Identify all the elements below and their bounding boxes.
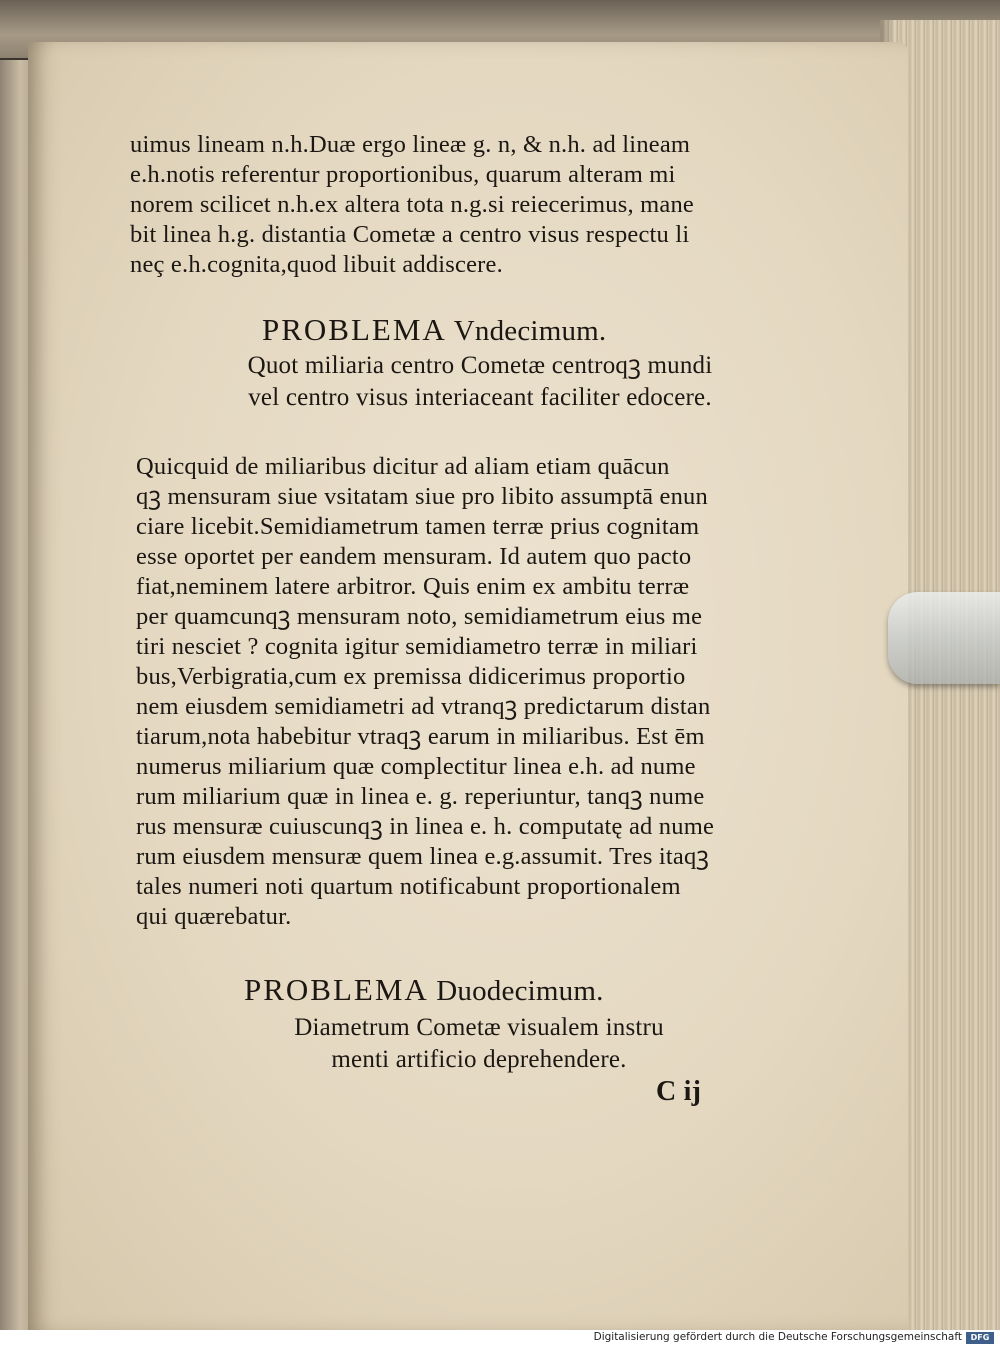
footer-bar [0,1330,1000,1347]
text-line: norem scilicet n.h.ex altera tota n.g.si reiecerimus, mane [130,191,694,218]
text-line: rus mensuræ cuiuscunqꝫ in linea e. h. computatę ad nume [136,813,715,840]
text-line: Quicquid de miliaribus dicitur ad aliam etiam quācun [136,453,670,480]
subtitle-line: menti artificio deprehendere. [331,1046,627,1073]
text-line: rum eiusdem mensuræ quem linea e.g.assumit. Tres itaqꝫ [136,843,710,870]
text-line: numerus miliarium quæ complectitur linea e.h. ad nume [136,753,696,780]
heading-label: PROBLEMA [262,312,447,347]
signature-mark: C ij [656,1076,702,1107]
dfg-logo-icon: DFG [966,1332,994,1344]
text-line: esse oportet per eandem mensuram. Id autem quo pacto [136,543,692,570]
page-clip [888,592,1000,684]
subtitle-line: Diametrum Cometæ visualem instru [294,1014,664,1041]
text-line: rum miliarium quæ in linea e. g. reperiuntur, tanqꝫ nume [136,783,705,810]
heading-label: PROBLEMA [244,972,429,1007]
text-line: e.h.notis referentur proportionibus, quarum alteram mi [130,161,676,188]
problem-heading-11 [262,312,606,349]
funding-credit: Digitalisierung gefördert durch die Deutsche Forschungsgemeinschaft [593,1331,962,1343]
text-line: tiarum,nota habebitur vtraqꝫ earum in miliaribus. Est ēm [136,723,705,750]
text-line: per quamcunqꝫ mensuram noto, semidiametrum eius me [136,603,703,630]
text-line: tales numeri noti quartum notificabunt proportionalem [136,873,681,900]
subtitle-line: Quot miliaria centro Cometæ centroqꝫ mundi [247,352,713,379]
subtitle-line: vel centro visus interiaceant faciliter edocere. [248,384,712,411]
heading-ordinal: Vndecimum. [453,315,607,347]
problem-subtitle-12 [234,1012,724,1076]
text-line: bus,Verbigratia,cum ex premissa didicerimus proportio [136,663,686,690]
text-line: qui quærebatur. [136,903,292,930]
paragraph-main [136,452,714,932]
problem-subtitle-11 [180,350,780,414]
text-line: qꝫ mensuram siue vsitatam siue pro libito assumptā enun [136,483,708,510]
text-line: nem eiusdem semidiametri ad vtranqꝫ predictarum distan [136,693,711,720]
text-line: uimus lineam n.h.Duæ ergo lineæ g. n, & n.h. ad lineam [130,131,691,158]
text-line: neç e.h.cognita,quod libuit addiscere. [130,251,503,278]
problem-heading-12 [244,972,604,1009]
text-line: fiat,neminem latere arbitror. Quis enim ex ambitu terræ [136,573,690,600]
text-line: tiri nesciet ? cognita igitur semidiametro terræ in miliari [136,633,698,660]
text-line: bit linea h.g. distantia Cometæ a centro visus respectu li [130,221,690,248]
paragraph-top [130,130,694,280]
heading-ordinal: Duodecimum. [436,975,604,1007]
text-line: ciare licebit.Semidiametrum tamen terræ prius cognitam [136,513,700,540]
